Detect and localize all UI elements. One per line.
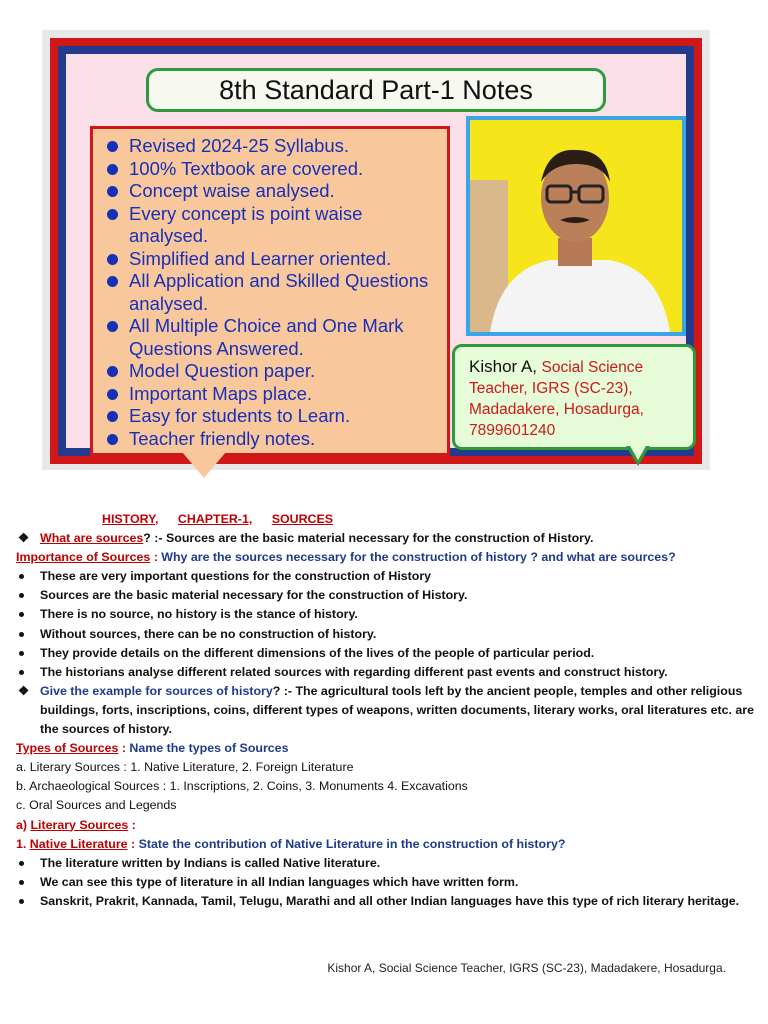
list-item: There is no source, no history is the stance of history. — [16, 605, 754, 624]
importance-heading: Importance of Sources : Why are the sources necessary for the construction of history ? and what are sources? — [16, 550, 676, 565]
feature-list — [103, 135, 441, 450]
chapter-heading — [16, 510, 754, 529]
banner-title-box — [146, 68, 606, 112]
feature-item: Concept waise analysed. — [103, 180, 441, 203]
bullet-icon — [107, 411, 118, 422]
bullet-icon — [107, 164, 118, 175]
feature-item: Teacher friendly notes. — [103, 428, 441, 451]
types-line: a. Literary Sources : 1. Native Literature, 2. Foreign Literature — [16, 760, 354, 775]
bullet-icon — [107, 389, 118, 400]
chapter-label: CHAPTER-1, — [177, 512, 253, 526]
author-name: Kishor A, — [469, 357, 538, 376]
feature-item: Revised 2024-25 Syllabus. — [103, 135, 441, 158]
feature-list-box — [90, 126, 450, 456]
subject-label: HISTORY, — [102, 512, 159, 526]
types-heading: Types of Sources : Name the types of Sources — [16, 741, 289, 756]
page-footer: Kishor A, Social Science Teacher, IGRS (SC-23), Madadakere, Hosadurga. — [327, 961, 726, 975]
feature-item: 100% Textbook are covered. — [103, 158, 441, 181]
bullet-icon — [107, 321, 118, 332]
feature-item: Important Maps place. — [103, 383, 441, 406]
diamond-bullet-icon: ❖ — [18, 683, 30, 698]
list-item: Without sources, there can be no construction of history. — [16, 625, 754, 644]
author-info-box — [452, 344, 696, 450]
bullet-icon — [107, 209, 118, 220]
list-item: These are very important questions for the construction of History — [16, 567, 754, 586]
list-item: Sanskrit, Prakrit, Kannada, Tamil, Telugu, Marathi and all other Indian languages have this type of rich literary heritage. — [16, 892, 754, 911]
speech-bubble-tail — [182, 452, 226, 478]
bullet-icon — [107, 276, 118, 287]
list-item: The historians analyse different related sources with regarding different past events and construct history. — [16, 663, 754, 682]
literary-heading: a) Literary Sources : — [16, 817, 136, 832]
feature-item: Simplified and Learner oriented. — [103, 248, 441, 271]
native-heading: 1. Native Literature : State the contribution of Native Literature in the construction of history? — [16, 836, 566, 851]
feature-item: Easy for students to Learn. — [103, 405, 441, 428]
feature-item: All Multiple Choice and One Mark Questions Answered. — [103, 315, 441, 360]
bullet-icon — [107, 434, 118, 445]
person-illustration — [470, 120, 682, 332]
question-example-sources: ❖ Give the example for sources of history? :- The agricultural tools left by the ancient people, temples and other religious buildings, forts, inscriptions, coins, different types of weapons, written documents, literary works, oral literatures etc. are the sources of history. — [18, 683, 754, 737]
feature-item: All Application and Skilled Questions analysed. — [103, 270, 441, 315]
feature-item: Every concept is point waise analysed. — [103, 203, 441, 248]
types-line: b. Archaeological Sources : 1. Inscriptions, 2. Coins, 3. Monuments 4. Excavations — [16, 779, 468, 794]
topic-label: SOURCES — [271, 512, 334, 526]
bullet-icon — [107, 366, 118, 377]
list-item: Sources are the basic material necessary for the construction of History. — [16, 586, 754, 605]
list-item: We can see this type of literature in all Indian languages which have written form. — [16, 873, 754, 892]
list-item: The literature written by Indians is called Native literature. — [16, 854, 754, 873]
question-what-are-sources: ❖ What are sources? :- Sources are the basic material necessary for the construction of History. — [16, 529, 754, 548]
feature-item: Model Question paper. — [103, 360, 441, 383]
banner-title: 8th Standard Part-1 Notes — [219, 74, 533, 105]
list-item: They provide details on the different dimensions of the lives of the people of particular period. — [16, 644, 754, 663]
author-photo — [466, 116, 686, 336]
banner-frame-blue — [58, 46, 694, 456]
banner-frame — [50, 38, 702, 464]
types-line: c. Oral Sources and Legends — [16, 798, 177, 813]
author-bubble-tail-fill — [629, 444, 647, 460]
promo-banner — [42, 30, 710, 470]
notes-body — [16, 510, 754, 911]
diamond-bullet-icon: ❖ — [18, 531, 30, 546]
bullet-icon — [107, 141, 118, 152]
bullet-icon — [107, 254, 118, 265]
bullet-icon — [107, 186, 118, 197]
author-details: Social Science Teacher, IGRS (SC-23), Madadakere, Hosadurga, 7899601240 — [469, 359, 644, 439]
banner-body — [66, 54, 686, 448]
